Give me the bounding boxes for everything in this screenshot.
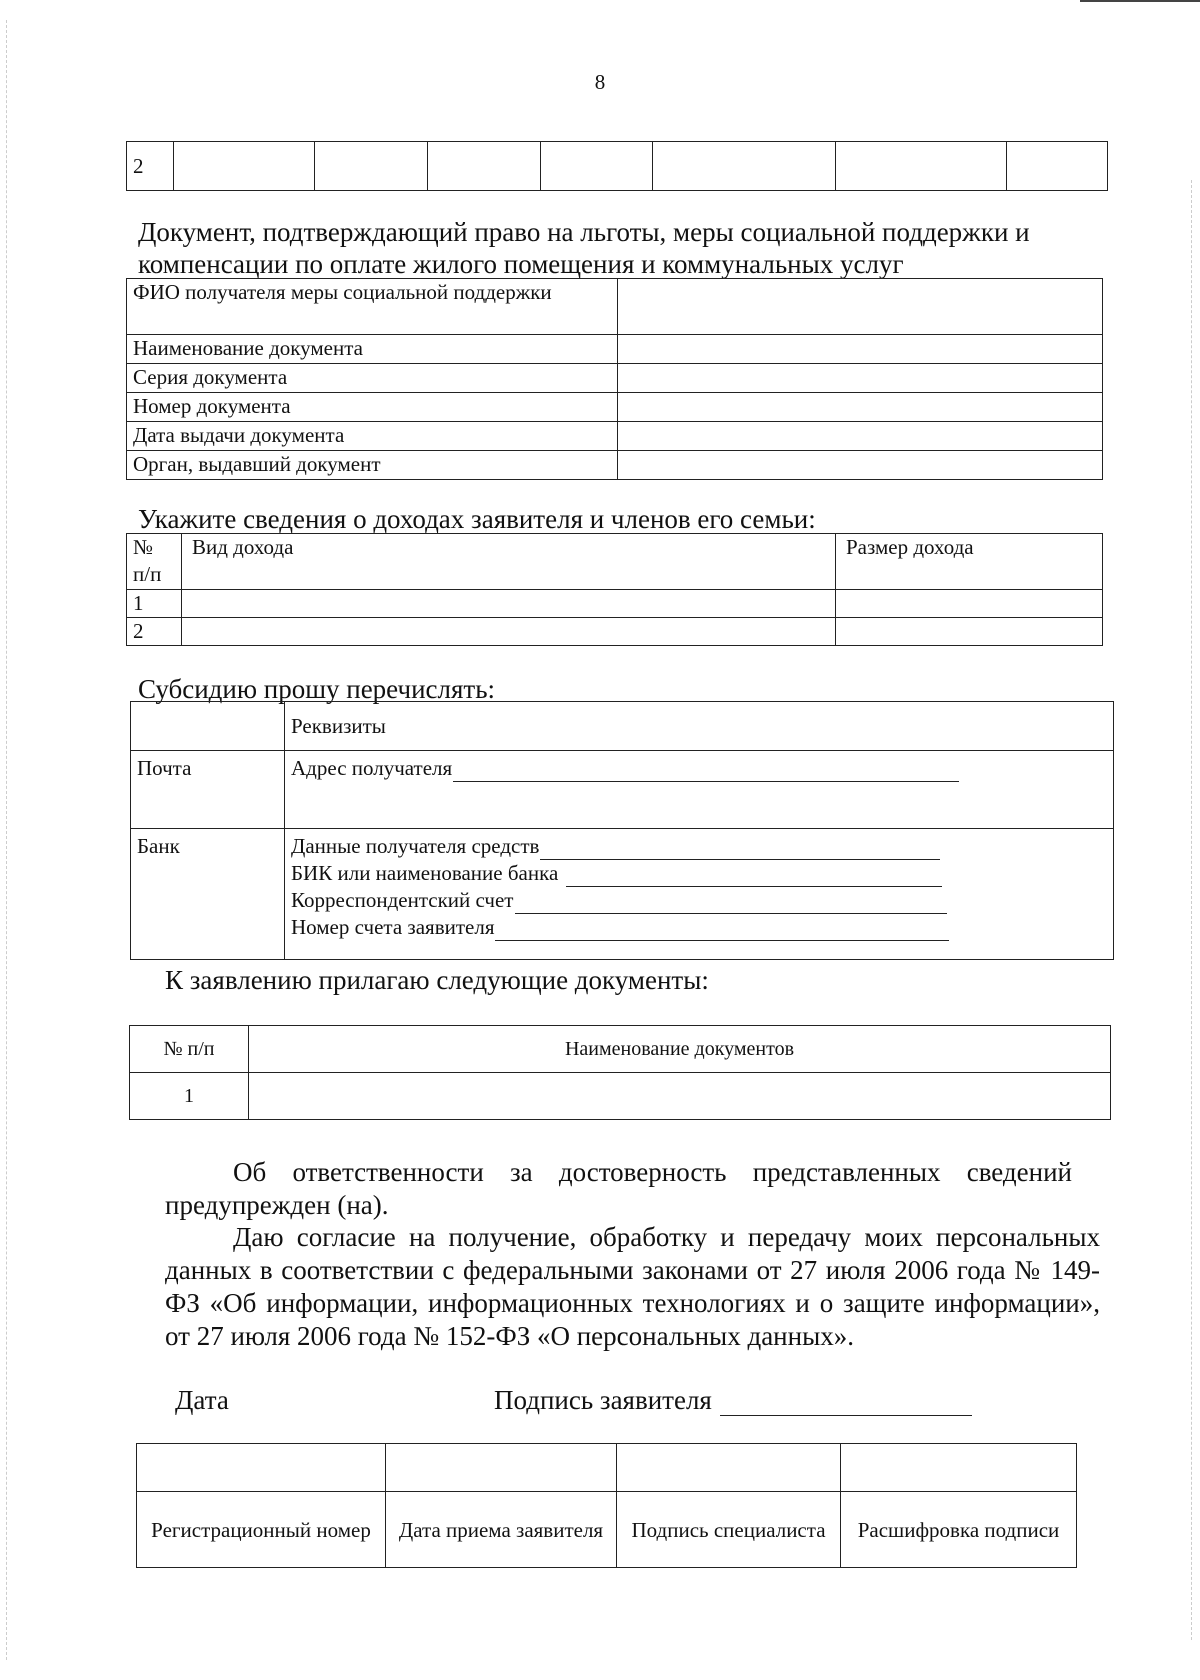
benefit-doc-value-field[interactable] <box>618 335 1103 364</box>
table-cell[interactable] <box>427 142 540 191</box>
income-type-field[interactable] <box>182 618 836 646</box>
benefit-doc-heading-line1: Документ, подтверждающий право на льготы, меры социальной поддержки и <box>138 217 1030 247</box>
registration-col2-label: Дата приема заявителя <box>386 1492 617 1568</box>
bank-account-label: Номер счета заявителя <box>291 915 495 939</box>
consent-statement: Даю согласие на получение, обработку и передачу моих персональных данных в соответствии с федеральными законами от 27 июля 2006 года № 149-ФЗ «Об информации, информационных технологиях и о защите информации», от 27 июля 2006 года № 152-ФЗ «О персональных данных». <box>165 1222 1100 1351</box>
bank-account-field[interactable] <box>495 920 949 941</box>
payment-table <box>130 701 1114 960</box>
registration-date-field[interactable] <box>386 1444 617 1492</box>
registration-col4-label: Расшифровка подписи <box>841 1492 1077 1568</box>
income-table <box>126 533 1103 646</box>
income-col-number: № п/п <box>127 534 182 590</box>
income-amount-field[interactable] <box>836 618 1103 646</box>
top-edge-line <box>1080 0 1200 2</box>
attachments-col-number: № п/п <box>130 1026 249 1073</box>
payment-bank-label: Банк <box>131 829 285 960</box>
bank-recipient-label: Данные получателя средств <box>291 834 540 858</box>
attachments-table <box>129 1025 1111 1120</box>
table-cell[interactable] <box>653 142 836 191</box>
date-label: Дата <box>175 1385 229 1415</box>
benefit-doc-value-field[interactable] <box>618 364 1103 393</box>
income-col-type: Вид дохода <box>182 534 836 590</box>
payment-header-empty <box>131 702 285 751</box>
income-row-number: 1 <box>127 590 182 618</box>
income-heading: Укажите сведения о доходах заявителя и членов его семьи: <box>138 504 816 534</box>
bank-bik-line[interactable] <box>291 860 1107 887</box>
benefit-doc-heading-line2: компенсации по оплате жилого помещения и коммунальных услуг <box>138 249 904 279</box>
registration-number-field[interactable] <box>137 1444 386 1492</box>
registration-signature-decoding-field[interactable] <box>841 1444 1077 1492</box>
page-number: 8 <box>594 70 606 94</box>
benefit-doc-heading <box>138 216 1030 280</box>
registration-col1-label: Регистрационный номер <box>137 1492 386 1568</box>
bank-corr-account-line[interactable] <box>291 887 1107 914</box>
income-type-field[interactable] <box>182 590 836 618</box>
signature-label: Подпись заявителя <box>494 1385 712 1415</box>
benefit-doc-label: Дата выдачи документа <box>127 422 618 451</box>
mail-address-line[interactable] <box>291 755 1107 782</box>
mail-address-field[interactable] <box>453 761 959 782</box>
income-col-amount: Размер дохода <box>836 534 1103 590</box>
payment-bank-cell <box>285 829 1114 960</box>
table-cell[interactable] <box>540 142 653 191</box>
benefit-doc-label: Орган, выдавший документ <box>127 451 618 480</box>
income-amount-field[interactable] <box>836 590 1103 618</box>
bank-recipient-line[interactable] <box>291 833 1107 860</box>
benefit-doc-value-field[interactable] <box>618 393 1103 422</box>
payment-mail-cell <box>285 751 1114 829</box>
mail-address-label: Адрес получателя <box>291 756 453 780</box>
bank-bik-label: БИК или наименование банка <box>291 861 559 885</box>
bank-account-line[interactable] <box>291 914 1107 941</box>
table-cell[interactable] <box>314 142 427 191</box>
table-cell[interactable] <box>1007 142 1108 191</box>
bank-recipient-field[interactable] <box>540 839 940 860</box>
benefit-doc-value-field[interactable] <box>618 422 1103 451</box>
table-cell-row-number: 2 <box>127 142 174 191</box>
attachments-col-name: Наименование документов <box>249 1026 1111 1073</box>
scan-edge-left <box>6 20 7 1660</box>
bank-corr-account-label: Корреспондентский счет <box>291 888 514 912</box>
payment-mail-label: Почта <box>131 751 285 829</box>
benefit-doc-value-field[interactable] <box>618 279 1103 335</box>
signature-line <box>494 1384 972 1416</box>
benefit-doc-table <box>126 278 1103 480</box>
benefit-doc-label: ФИО получателя меры социальной поддержки <box>127 279 618 335</box>
attachments-name-field[interactable] <box>249 1073 1111 1120</box>
bank-corr-account-field[interactable] <box>515 893 947 914</box>
income-row-number: 2 <box>127 618 182 646</box>
registration-col3-label: Подпись специалиста <box>617 1492 841 1568</box>
attachments-heading: К заявлению прилагаю следующие документы: <box>165 965 709 995</box>
payment-col-requisites: Реквизиты <box>285 702 1114 751</box>
signature-field[interactable] <box>720 1391 972 1416</box>
table-cell[interactable] <box>173 142 314 191</box>
payment-heading: Субсидию прошу перечислять: <box>138 674 496 704</box>
attachments-row-number: 1 <box>130 1073 249 1120</box>
scan-edge-right <box>1191 180 1192 1640</box>
registration-table <box>136 1443 1077 1568</box>
responsibility-statement: Об ответственности за достоверность представленных сведений предупрежден (на). <box>165 1157 1072 1220</box>
benefit-doc-label: Наименование документа <box>127 335 618 364</box>
benefit-doc-label: Серия документа <box>127 364 618 393</box>
benefit-doc-value-field[interactable] <box>618 451 1103 480</box>
bank-bik-field[interactable] <box>566 866 942 887</box>
benefit-doc-label: Номер документа <box>127 393 618 422</box>
registration-specialist-signature-field[interactable] <box>617 1444 841 1492</box>
continued-table <box>126 141 1108 191</box>
table-cell[interactable] <box>836 142 1007 191</box>
